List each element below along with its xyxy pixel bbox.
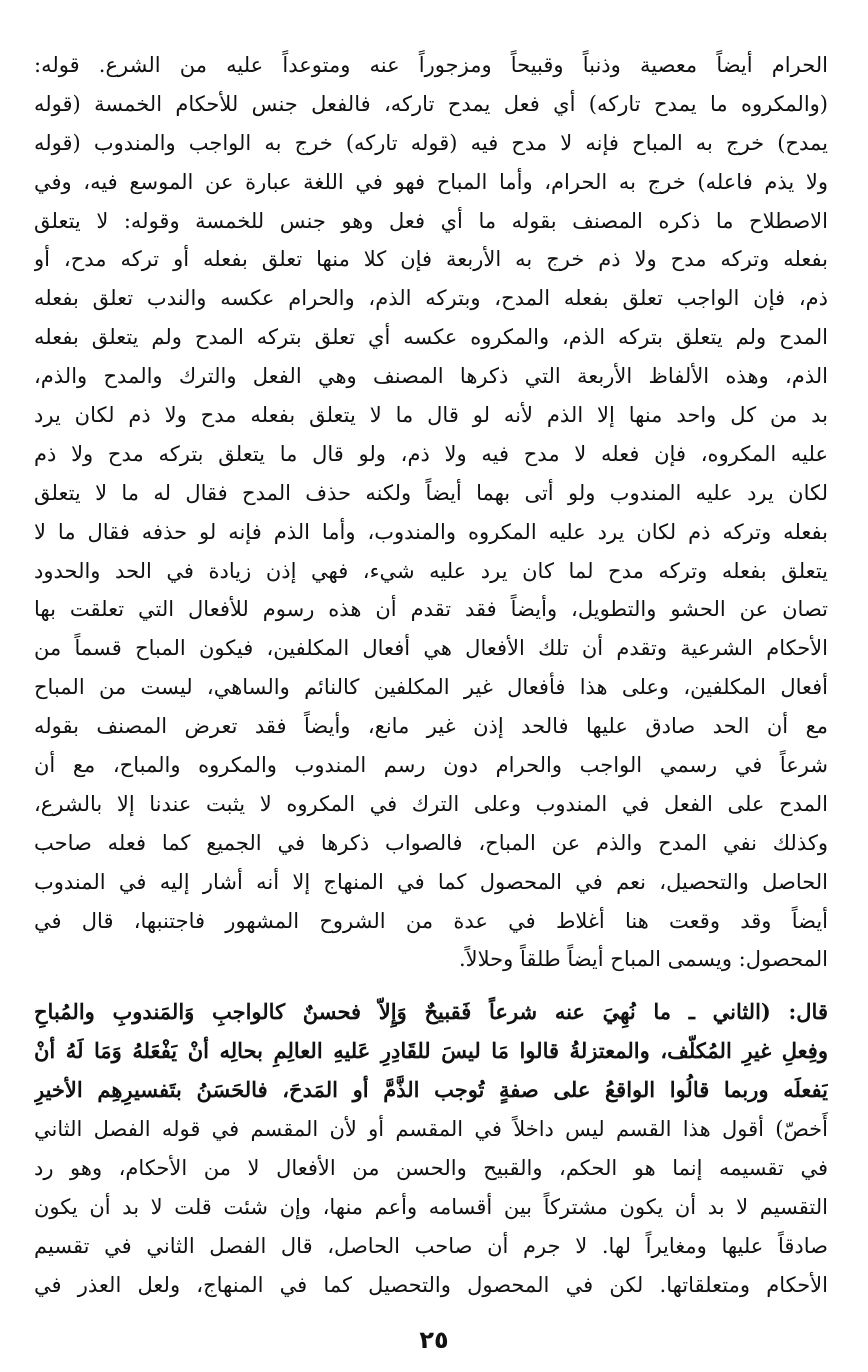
quoted-text-line: يَفعلَه وربما قالُوا الواقعُ على صفةٍ تُوجب الذَّمَّ أو المَدحَ، فالحَسَنُ بتَفسيرِهِم الأخيرِ	[34, 1077, 828, 1103]
text-line: التقسيم لا بد أن يكون مشتركاً بين أقسامه وأعم منها، وإن شئت قلت لا بد أن يكون	[34, 1194, 828, 1219]
page-number: ٢٥	[419, 1326, 449, 1354]
text-line: تصان عن الحشو والتطويل، وأيضاً فقد تقدم أن هذه رسوم للأفعال التي تعلقت بها	[34, 597, 828, 622]
paragraph-gap	[34, 979, 828, 993]
text-line: ذم، فإن الواجب تعلق بفعله المدح، وبتركه الذم، والحرام عكسه والندب تعلق بفعله	[34, 286, 828, 311]
quoted-text-line: قال: (الثاني ـ ما نُهِيَ عنه شرعاً فَقبيحٌ وَإِلاّ فحسنٌ كالواجبِ وَالمَندوبِ والمُباحِ	[34, 999, 828, 1025]
page-body	[34, 46, 828, 1305]
paragraph	[34, 993, 828, 1304]
text-line: أَخصّ) أقول هذا القسم ليس داخلاً في المقسم أو لأن المقسم في قوله الفصل الثاني	[34, 1117, 828, 1142]
text-line: بد من كل واحد منها إلا الذم لأنه لو قال ما لا يتعلق بفعله مدح ولا ذم لكان يرد	[34, 403, 828, 428]
text-line: المدح ولم يتعلق بتركه الذم، والمكروه عكسه أي تعلق بتركه المدح ولم يتعلق بفعله	[34, 325, 828, 350]
text-line: في تقسيمه إنما هو الحكم، والقبيح والحسن من الأفعال لا من الأحكام، وهو رد	[34, 1155, 828, 1180]
text-line: أفعال المكلفين، وعلى هذا فأفعال غير المكلفين كالنائم والساهي، ليست من المباح	[34, 675, 828, 700]
paragraph	[34, 46, 828, 979]
text-line: الحرام أيضاً معصية وذنباً وقبيحاً ومزجوراً عنه ومتوعداً عليه من الشرع. قوله:	[34, 53, 828, 77]
text-line: أيضاً وقد وقعت هنا أغلاط في عدة من الشروح المشهور فاجتنبها، قال في	[34, 908, 828, 933]
text-line: بفعله وتركه ذم لكان يرد عليه المكروه والمندوب، وأما الذم فإنه لو حذفه فقال ما لا	[34, 519, 828, 544]
text-line: المدح على الفعل في المندوب وعلى الترك في المكروه لا يثبت عندنا إلا بالشرع،	[34, 791, 828, 816]
text-line: عليه المكروه، فإن فعله لا مدح فيه ولا ذم، ولو قال ما يتعلق بتركه مدح ولا ذم	[34, 441, 828, 466]
text-line: صادقاً عليها ومغايراً لها. لا جرم أن صاحب الحاصل، قال الفصل الثاني في تقسيم	[34, 1233, 828, 1258]
text-line: المحصول: ويسمى المباح أيضاً طلقاً وحلالاً.	[458, 947, 828, 972]
text-line: الاصطلاح ما ذكره المصنف بقوله ما أي فعل وهو جنس للخمسة وقوله: لا يتعلق	[34, 208, 828, 233]
text-line: وكذلك نفي المدح والذم عن المباح، فالصواب ذكرها في الجميع كما فعله صاحب	[34, 830, 828, 855]
text-line: يتعلق بفعله وتركه مدح لما كان يرد عليه شيء، فهي إذن زيادة في الحد والحدود	[34, 558, 828, 583]
text-line: (والمكروه ما يمدح تاركه) أي فعل يمدح تاركه، فالفعل جنس للأحكام الخمسة (قوله	[34, 91, 828, 116]
text-line: لكان يرد عليه المندوب ولو أتى بهما أيضاً ولكنه حذف المدح فقال له ما لا يتعلق	[34, 480, 828, 505]
text-line: بفعله وتركه مدح ولا ذم خرج به الأربعة فإن كلا منها تعلق بفعله أو تركه مدح، أو	[34, 247, 828, 272]
text-line: يمدح) خرج به المباح فإنه لا مدح فيه (قوله تاركه) خرج به الواجب والمندوب (قوله	[34, 130, 828, 155]
text-line: الذم، وهذه الألفاظ الأربعة التي ذكرها المصنف وهي الفعل والترك والمدح والذم،	[34, 364, 828, 389]
text-line: الحاصل والتحصيل، نعم في المحصول كما في المنهاج إلا أنه أشار إليه في المندوب	[34, 869, 828, 894]
text-line: الأحكام الشرعية وتقدم أن تلك الأفعال هي أفعال المكلفين، فيكون المباح قسماً من	[34, 636, 828, 661]
text-line: شرعاً في رسمي الواجب والحرام دون رسم المندوب والمكروه والمباح، مع أن	[34, 753, 828, 778]
text-line: مع أن الحد صادق عليها فالحد إذن غير مانع، وأيضاً فقد تعرض المصنف بقوله	[34, 714, 828, 739]
text-line: ولا يذم فاعله) خرج به الحرام، وأما المباح فهو في اللغة عبارة عن الموسع فيه، وفي	[34, 169, 828, 194]
text-line: الأحكام ومتعلقاتها. لكن في المحصول والتحصيل كما في المنهاج، ولعل العذر في	[34, 1272, 828, 1297]
quoted-text-line: وفِعلِ غيرِ المُكلّف، والمعتزلةُ قالوا مَا ليسَ للقَادِرِ عَليهِ العالِمِ بحالِه أنْ يَفْعَلهُ وَمَا لَهُ أنْ	[34, 1038, 828, 1064]
